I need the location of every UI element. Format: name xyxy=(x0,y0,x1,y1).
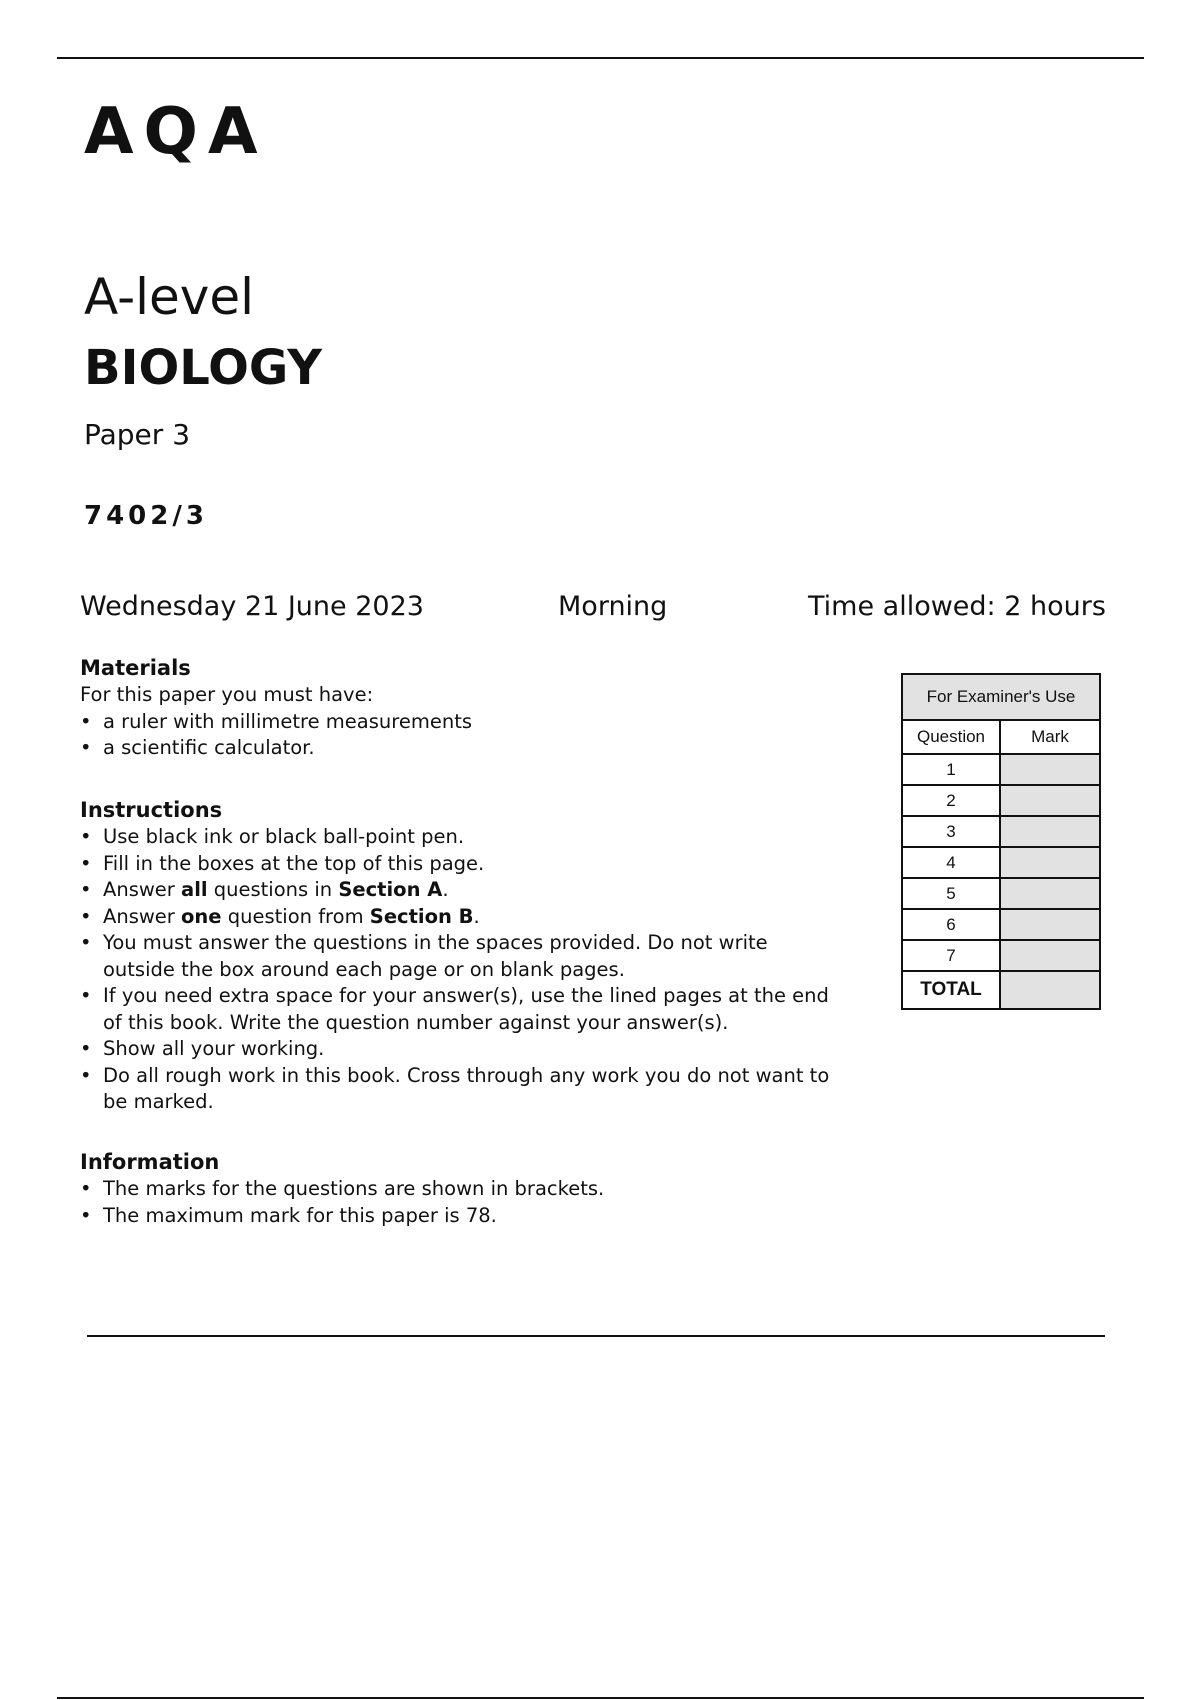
list-item: • Use black ink or black ball-point pen. xyxy=(80,824,840,851)
question-number: 4 xyxy=(902,847,1000,878)
mark-cell xyxy=(1000,754,1100,785)
instructions-heading: Instructions xyxy=(80,798,223,822)
subject-title: BIOLOGY xyxy=(84,340,323,396)
list-item: • You must answer the questions in the spaces provided. Do not write outside the box around each page or on blank pages. xyxy=(80,930,840,983)
mark-cell xyxy=(1000,940,1100,971)
mark-cell xyxy=(1000,878,1100,909)
text-run: Answer xyxy=(103,878,182,901)
qualification-level: A-level xyxy=(84,268,255,326)
text-run: . xyxy=(473,904,480,928)
question-number: 7 xyxy=(902,940,1000,971)
question-number: 2 xyxy=(902,785,1000,816)
paper-number: Paper 3 xyxy=(84,418,191,451)
exam-session: Morning xyxy=(558,591,668,622)
question-number: 1 xyxy=(902,754,1000,785)
question-column-header: Question xyxy=(902,720,1000,754)
table-row xyxy=(902,909,1100,940)
materials-list xyxy=(80,709,840,762)
list-item: • Show all your working. xyxy=(80,1036,840,1063)
section-divider-rule xyxy=(87,1335,1105,1337)
question-number: 3 xyxy=(902,816,1000,847)
table-row xyxy=(902,847,1100,878)
examiner-table-caption: For Examiner's Use xyxy=(902,674,1100,720)
question-number: 5 xyxy=(902,878,1000,909)
mark-cell xyxy=(1000,909,1100,940)
emphasis: one xyxy=(181,904,222,928)
total-label: TOTAL xyxy=(902,971,1000,1009)
materials-section xyxy=(80,654,840,762)
text-run: . xyxy=(442,878,449,901)
materials-intro: For this paper you must have: xyxy=(80,683,374,706)
table-row xyxy=(902,754,1100,785)
mark-cell xyxy=(1000,847,1100,878)
list-item xyxy=(80,904,840,931)
list-item xyxy=(80,877,840,904)
information-section xyxy=(80,1148,840,1229)
list-item: • Fill in the boxes at the top of this page. xyxy=(80,851,840,878)
list-item: • The maximum mark for this paper is 78. xyxy=(80,1203,840,1230)
text-run: question from xyxy=(221,904,370,928)
list-item: • a ruler with millimetre measurements xyxy=(80,709,840,736)
text-run: questions in xyxy=(207,878,339,901)
information-heading: Information xyxy=(80,1150,220,1174)
table-row xyxy=(902,878,1100,909)
paper-code: 7402/3 xyxy=(84,501,208,531)
emphasis: Section A xyxy=(338,878,443,901)
list-item: • a scientific calculator. xyxy=(80,735,840,762)
time-allowed: Time allowed: 2 hours xyxy=(808,591,1106,622)
emphasis: all xyxy=(181,878,208,901)
table-row xyxy=(902,971,1100,1009)
examiner-use-table xyxy=(901,673,1101,1010)
table-row xyxy=(902,940,1100,971)
information-list xyxy=(80,1176,840,1229)
total-mark-cell xyxy=(1000,971,1100,1009)
exam-date: Wednesday 21 June 2023 xyxy=(80,591,424,622)
aqa-logo: AQA xyxy=(84,95,268,169)
instructions-list xyxy=(80,824,840,1116)
list-item: • Do all rough work in this book. Cross through any work you do not want to be marked. xyxy=(80,1063,840,1116)
list-item: • The marks for the questions are shown in brackets. xyxy=(80,1176,840,1203)
emphasis: Section B xyxy=(369,904,474,928)
table-row xyxy=(902,785,1100,816)
text-run: Answer xyxy=(103,904,182,928)
mark-cell xyxy=(1000,785,1100,816)
instructions-section xyxy=(80,796,840,1116)
top-rule xyxy=(57,57,1144,59)
mark-cell xyxy=(1000,816,1100,847)
list-item: • If you need extra space for your answer(s), use the lined pages at the end of this book. Write the question number against your answer(s). xyxy=(80,983,840,1036)
mark-column-header: Mark xyxy=(1000,720,1100,754)
bottom-rule xyxy=(57,1697,1144,1699)
question-number: 6 xyxy=(902,909,1000,940)
materials-heading: Materials xyxy=(80,656,191,680)
table-row xyxy=(902,816,1100,847)
